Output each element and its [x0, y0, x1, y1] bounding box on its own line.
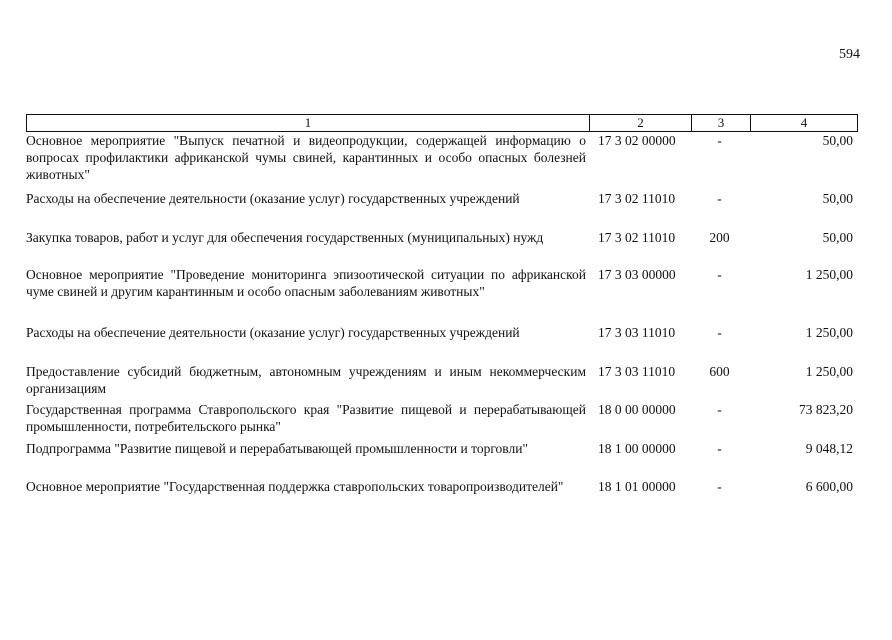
- row-sum: 1 250,00: [805, 325, 853, 340]
- row-expense-type: -: [717, 191, 722, 206]
- table-row: [26, 363, 858, 397]
- row-code: 17 3 02 11010: [598, 230, 676, 245]
- table-header: [26, 114, 858, 132]
- row-code: 17 3 02 11010: [598, 191, 676, 206]
- table-row: [26, 132, 858, 183]
- row-name: Предоставление субсидий бюджетным, автономным учреждениям и иным некоммерческим организациям: [26, 364, 586, 396]
- row-name: Государственная программа Ставропольского края "Развитие пищевой и перерабатывающей промышленности, потребительского рынка": [26, 402, 586, 434]
- row-sum: 6 600,00: [805, 479, 853, 494]
- row-expense-type: 200: [709, 230, 730, 245]
- row-code: 18 1 00 00000: [598, 441, 676, 456]
- row-sum: 9 048,12: [805, 441, 853, 456]
- row-name: Основное мероприятие "Проведение мониторинга эпизоотической ситуации по африканской чуме свиней и другим карантинным и особо опасным заболеваниям животных": [26, 267, 586, 299]
- table-row: [26, 478, 858, 495]
- table-row: [26, 401, 858, 435]
- row-sum: 50,00: [822, 133, 853, 148]
- row-expense-type: -: [717, 479, 722, 494]
- page-number: 594: [839, 47, 860, 62]
- row-name: Расходы на обеспечение деятельности (оказание услуг) государственных учреждений: [26, 325, 520, 340]
- header-col-2: 2: [589, 115, 691, 131]
- row-sum: 50,00: [822, 230, 853, 245]
- row-name: Подпрограмма "Развитие пищевой и перерабатывающей промышленности и торговли": [26, 441, 528, 456]
- table-row: [26, 190, 858, 207]
- row-name: Основное мероприятие "Выпуск печатной и видеопродукции, содержащей информацию о вопросах профилактики африканской чумы свиней, карантинных и особо опасных болезней животных": [26, 133, 586, 182]
- row-code: 18 0 00 00000: [598, 402, 676, 417]
- header-col-3: 3: [691, 115, 750, 131]
- row-name: Расходы на обеспечение деятельности (оказание услуг) государственных учреждений: [26, 191, 520, 206]
- row-code: 17 3 03 11010: [598, 364, 676, 379]
- row-name: Основное мероприятие "Государственная поддержка ставропольских товаропроизводителей": [26, 479, 564, 494]
- row-expense-type: -: [717, 267, 722, 282]
- row-code: 17 3 02 00000: [598, 133, 676, 148]
- table-row: [26, 324, 858, 341]
- row-sum: 1 250,00: [805, 364, 853, 379]
- row-name: Закупка товаров, работ и услуг для обеспечения государственных (муниципальных) нужд: [26, 230, 544, 245]
- row-expense-type: 600: [709, 364, 730, 379]
- table-row: [26, 440, 858, 457]
- budget-table: [26, 114, 858, 494]
- header-col-4: 4: [750, 115, 857, 131]
- row-expense-type: -: [717, 133, 722, 148]
- table-row: [26, 229, 858, 246]
- row-sum: 1 250,00: [805, 267, 853, 282]
- row-sum: 50,00: [822, 191, 853, 206]
- row-expense-type: -: [717, 325, 722, 340]
- row-code: 17 3 03 00000: [598, 267, 676, 282]
- table-row: [26, 266, 858, 300]
- row-code: 17 3 03 11010: [598, 325, 676, 340]
- header-col-1: 1: [304, 115, 312, 130]
- row-expense-type: -: [717, 441, 722, 456]
- row-sum: 73 823,20: [799, 402, 853, 417]
- row-expense-type: -: [717, 402, 722, 417]
- row-code: 18 1 01 00000: [598, 479, 676, 494]
